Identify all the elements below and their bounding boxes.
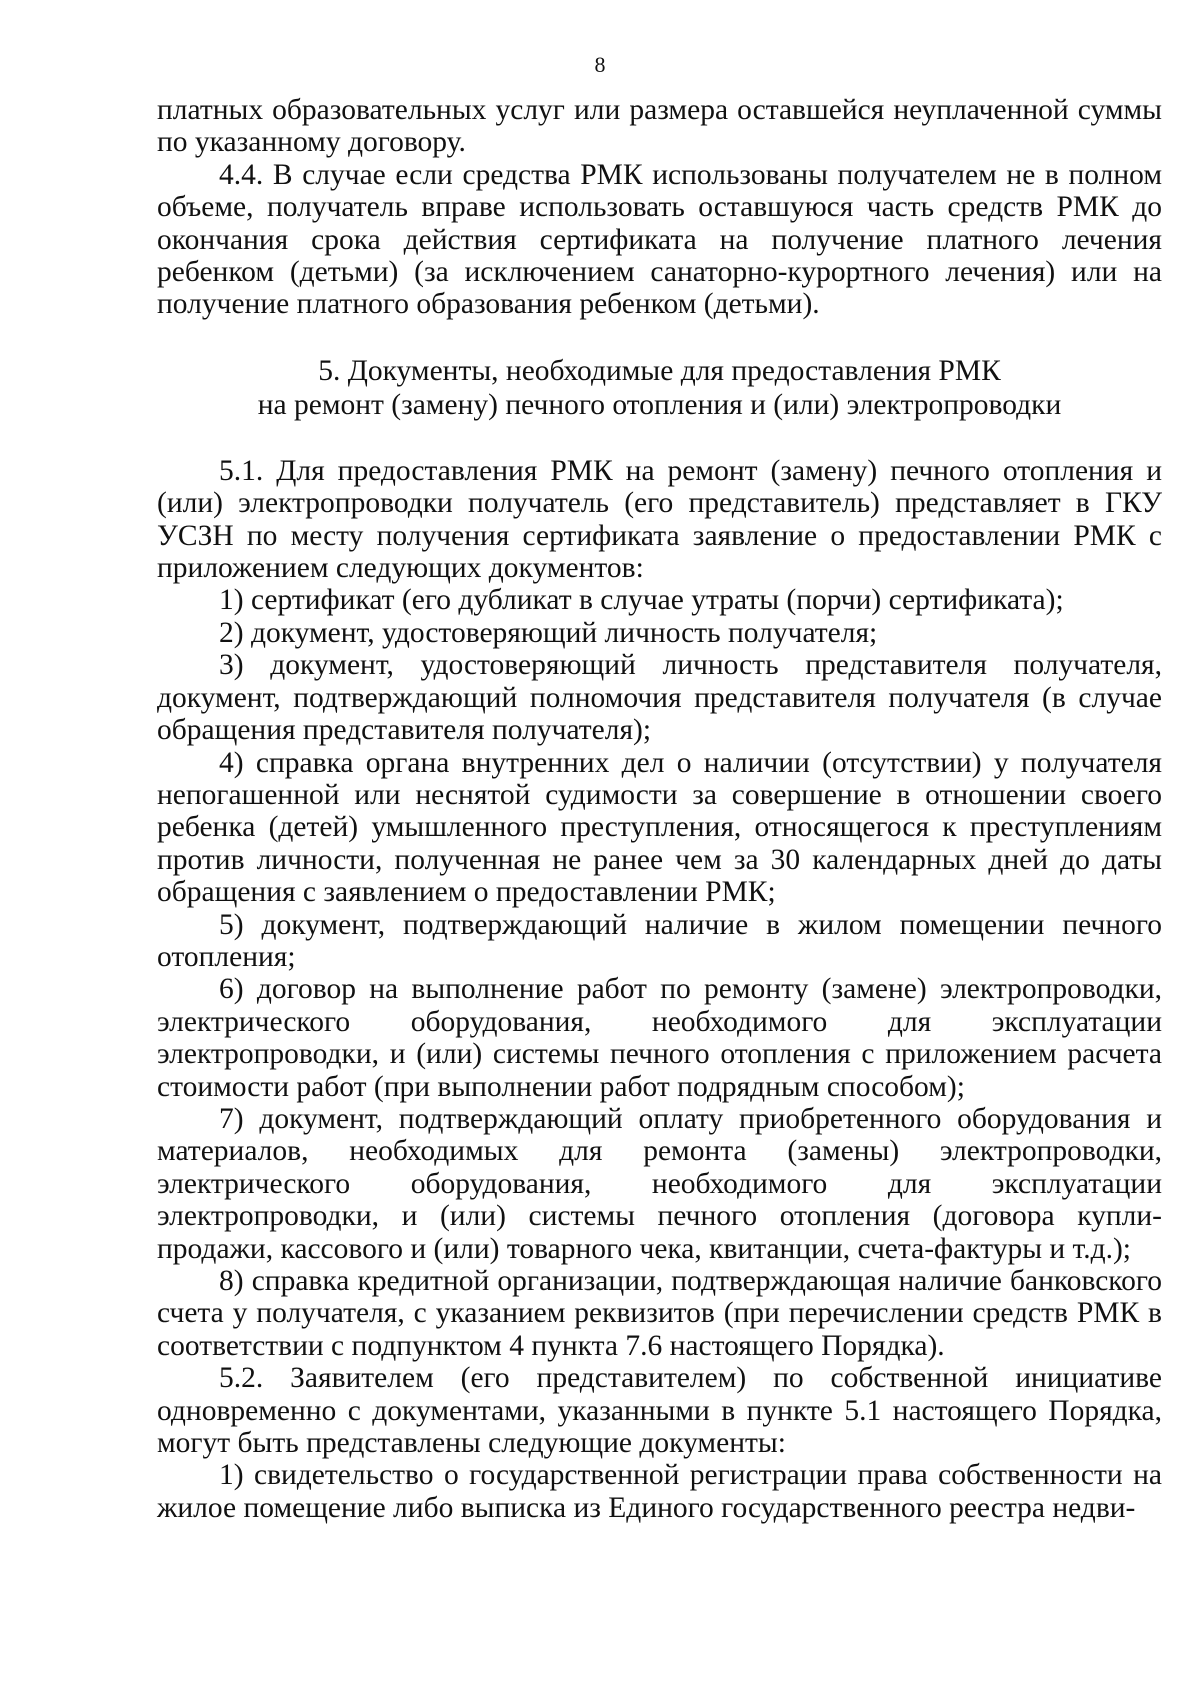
section-heading-line2: на ремонт (замену) печного отопления и (или) электропроводки — [257, 388, 1062, 421]
paragraph-5-2: 5.2. Заявителем (его представителем) по собственной инициативе одновременно с документами, указанными в пункте 5.1 настоящего Порядка, могут быть представлены следующие документы: — [157, 1362, 1162, 1460]
list-item-5: 5) документ, подтверждающий наличие в жилом помещении печного отопления; — [157, 908, 1162, 973]
paragraph-5-1: 5.1. Для предоставления РМК на ремонт (замену) печного отопления и (или) электропроводки получатель (его представитель) представляет в ГКУ УСЗН по месту получения сертификата заявление о предоставлении РМК с приложением следующих документов: — [157, 454, 1162, 585]
paragraph-continued: платных образовательных услуг или размера оставшейся неуплаченной суммы по указанному договору. — [157, 94, 1162, 159]
list-item-5-2-1: 1) свидетельство о государственной регистрации права собственности на жилое помещение либо выписка из Единого государственного реестра недви- — [157, 1459, 1162, 1524]
section-heading-line1: 5. Документы, необходимые для предоставления РМК — [318, 354, 1001, 387]
list-item-7: 7) документ, подтверждающий оплату приобретенного оборудования и материалов, необходимых для ремонта (замены) электропроводки, электрического оборудования, необходимого для эксплуатации электропроводки, и (или) системы печного отопления (договора купли-продажи, кассового и (или) товарного чека, квитанции, счета-фактуры и т.д.); — [157, 1102, 1162, 1265]
list-item-8: 8) справка кредитной организации, подтверждающая наличие банковского счета у получателя, с указанием реквизитов (при перечислении средств РМК в соответствии с подпунктом 4 пункта 7.6 настоящего Порядка). — [157, 1265, 1162, 1362]
section-heading — [157, 354, 1162, 422]
list-item-2: 2) документ, удостоверяющий личность получателя; — [219, 616, 878, 649]
list-item-1: 1) сертификат (его дубликат в случае утраты (порчи) сертификата); — [219, 584, 1064, 617]
page-number: 8 — [594, 52, 606, 77]
paragraph-4-4: 4.4. В случае если средства РМК использованы получателем не в полном объеме, получатель вправе использовать оставшуюся часть средств РМК до окончания срока действия сертификата на получение платного лечения ребенком (детьми) (за исключением санаторно-курортного лечения) или на получение платного образования ребенком (детьми). — [157, 158, 1162, 321]
list-item-3: 3) документ, удостоверяющий личность представителя получателя, документ, подтверждающий полномочия представителя получателя (в случае обращения представителя получателя); — [157, 649, 1162, 747]
list-item-4: 4) справка органа внутренних дел о наличии (отсутствии) у получателя непогашенной или неснятой судимости за совершение в отношении своего ребенка (детей) умышленного преступления, относящегося к преступлениям против личности, полученная не ранее чем за 30 календарных дней до даты обращения с заявлением о предоставлении РМК; — [157, 746, 1162, 909]
document-body — [157, 94, 1162, 1524]
list-item-6: 6) договор на выполнение работ по ремонту (замене) электропроводки, электрического оборудования, необходимого для эксплуатации электропроводки, и (или) системы печного отопления с приложением расчета стоимости работ (при выполнении работ подрядным способом); — [157, 973, 1162, 1103]
